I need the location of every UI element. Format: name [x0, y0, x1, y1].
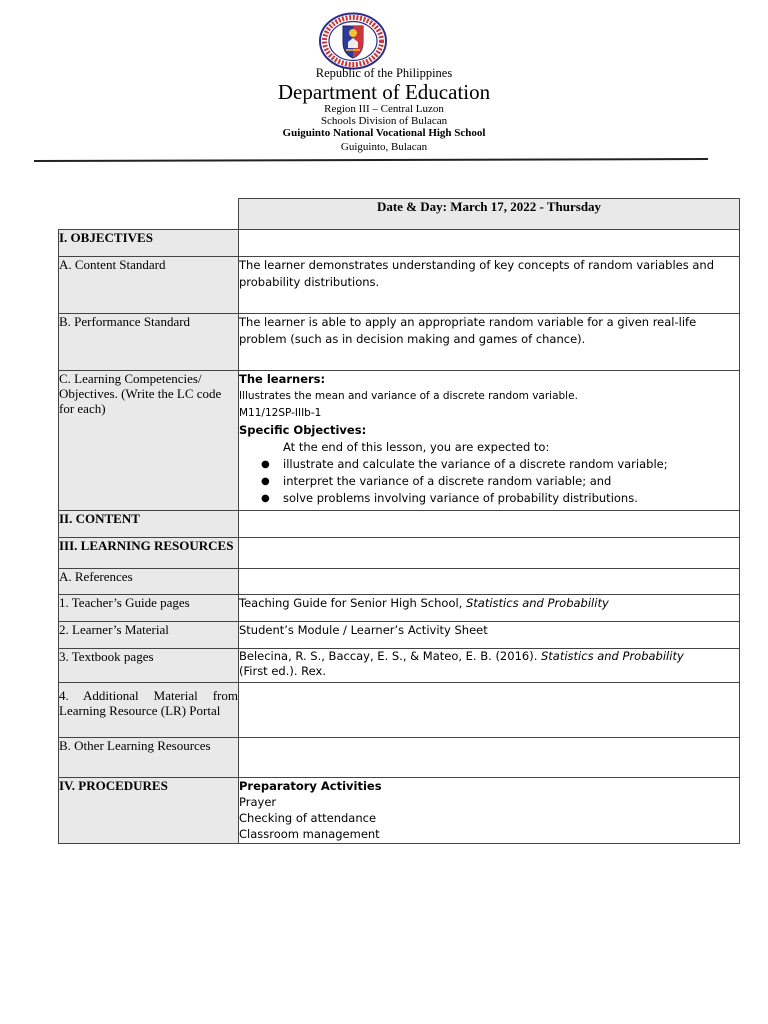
teachers-guide-row	[59, 595, 740, 622]
date-day-cell: Date & Day: March 17, 2022 - Thursday	[239, 199, 740, 230]
republic-line: Republic of the Philippines	[315, 66, 453, 80]
references-label: A. References	[59, 569, 239, 595]
procedures-cell	[239, 778, 740, 844]
performance-standard-text: The learner is able to apply an appropriate random variable for a given real-life problem (such as in decision making and games of chance).	[239, 314, 740, 371]
content-heading: II. CONTENT	[59, 511, 239, 538]
competencies-label: C. Learning Competencies/ Objectives. (Write the LC code for each)	[59, 371, 239, 511]
procedures-heading: IV. PROCEDURES	[59, 778, 239, 844]
lr-portal-row	[59, 683, 740, 738]
lesson-log-table	[58, 198, 740, 844]
school-location: Guiguinto, Bulacan	[340, 141, 428, 153]
textbook-label: 3. Textbook pages	[59, 649, 239, 683]
lc-code: M11/12SP-IIIb-1	[239, 407, 322, 419]
header-divider	[34, 158, 708, 162]
region-line: Region III – Central Luzon	[324, 103, 444, 115]
specific-intro: At the end of this lesson, you are expected to:	[283, 440, 550, 454]
lr-portal-label: 4. Additional Material from Learning Resource (LR) Portal	[59, 683, 239, 738]
performance-standard-label: B. Performance Standard	[59, 314, 239, 371]
content-row	[59, 511, 740, 538]
bullet-icon: ●	[261, 476, 270, 487]
teachers-guide-value: Teaching Guide for Senior High School, Statistics and Probability	[239, 595, 740, 622]
references-row	[59, 569, 740, 595]
content-standard-label: A. Content Standard	[59, 257, 239, 314]
list-item: Classroom management	[239, 827, 380, 841]
competencies-cell	[239, 371, 740, 511]
preparatory-heading: Preparatory Activities	[239, 779, 382, 793]
bullet-icon: ●	[261, 459, 270, 470]
performance-standard-row	[59, 314, 740, 371]
division-line: Schools Division of Bulacan	[320, 115, 448, 127]
school-name: Guiguinto National Vocational High School	[282, 127, 486, 139]
learners-material-value: Student’s Module / Learner’s Activity Sheet	[239, 622, 740, 649]
procedures-row	[59, 778, 740, 844]
content-standard-row	[59, 257, 740, 314]
other-resources-label: B. Other Learning Resources	[59, 738, 239, 778]
department-title: Department of Education	[277, 80, 491, 104]
learning-resources-row	[59, 538, 740, 569]
date-row	[59, 199, 740, 230]
teachers-guide-label: 1. Teacher’s Guide pages	[59, 595, 239, 622]
other-resources-value-cell	[239, 738, 740, 778]
textbook-row	[59, 649, 740, 683]
lr-portal-value-cell	[239, 683, 740, 738]
competency-text: Illustrates the mean and variance of a discrete random variable.	[239, 390, 578, 402]
learners-material-label: 2. Learner’s Material	[59, 622, 239, 649]
learners-material-row	[59, 622, 740, 649]
list-item: ● illustrate and calculate the variance of a discrete random variable;	[261, 457, 668, 471]
bullet-icon: ●	[261, 493, 270, 504]
content-standard-text: The learner demonstrates understanding of key concepts of random variables and probability distributions.	[239, 257, 740, 314]
specific-objectives-heading: Specific Objectives:	[239, 423, 367, 437]
blank-corner-cell	[59, 199, 239, 230]
list-item: ● interpret the variance of a discrete random variable; and	[261, 474, 612, 488]
list-item: Prayer	[239, 795, 277, 809]
learning-resources-heading: III. LEARNING RESOURCES	[59, 538, 239, 569]
competencies-row	[59, 371, 740, 511]
learning-resources-value-cell	[239, 538, 740, 569]
textbook-value: Belecina, R. S., Baccay, E. S., & Mateo, E. B. (2016). Statistics and Probability (First ed.). Rex.	[239, 649, 740, 683]
specific-objectives-list	[239, 456, 739, 507]
references-value-cell	[239, 569, 740, 595]
list-item: Checking of attendance	[239, 811, 377, 825]
deped-seal-logo	[318, 12, 388, 70]
list-item: ● solve problems involving variance of probability distributions.	[261, 491, 638, 505]
content-value-cell	[239, 511, 740, 538]
objectives-heading: I. OBJECTIVES	[59, 230, 239, 257]
objectives-row	[59, 230, 740, 257]
learners-heading: The learners:	[239, 372, 326, 386]
other-resources-row	[59, 738, 740, 778]
objectives-value-cell	[239, 230, 740, 257]
